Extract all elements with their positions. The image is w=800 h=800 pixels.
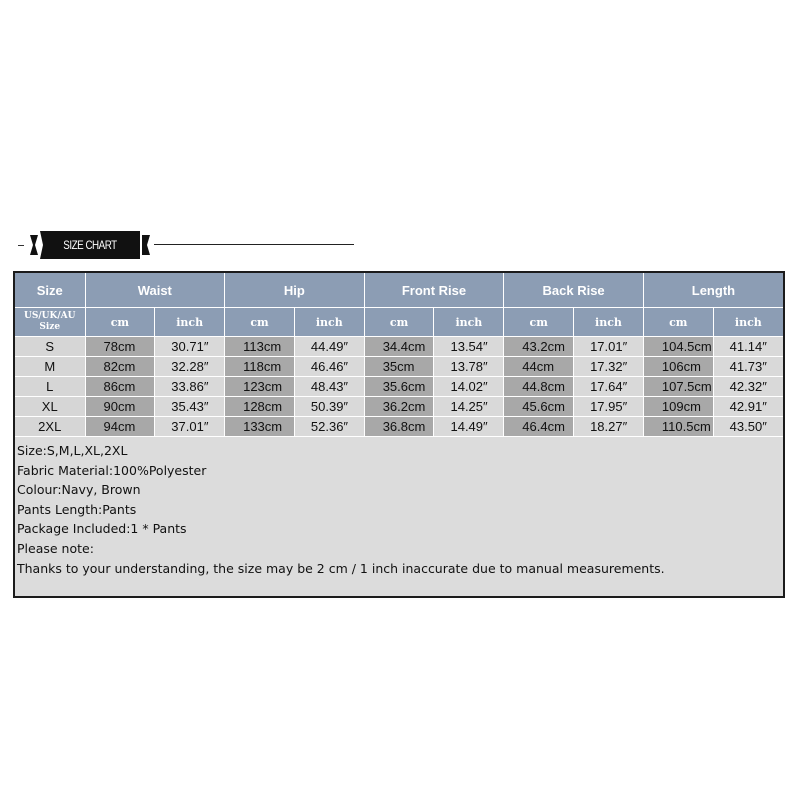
inch-cell: 41.73″ [713,357,783,377]
cm-cell: 46.4cm [504,417,574,437]
cm-cell: 86cm [85,377,155,397]
cm-cell: 113cm [225,337,295,357]
cm-cell: 44cm [504,357,574,377]
unit-header: cm [85,308,155,337]
group-header: Back Rise [504,273,644,308]
inch-cell: 48.43″ [294,377,364,397]
inch-cell: 14.02″ [434,377,504,397]
group-header: Waist [85,273,225,308]
banner-dash [18,245,24,246]
inch-cell: 43.50″ [713,417,783,437]
size-chart-banner [30,231,150,259]
inch-cell: 32.28″ [155,357,225,377]
size-cell: XL [15,397,85,417]
inch-cell: 18.27″ [574,417,644,437]
inch-cell: 33.86″ [155,377,225,397]
inch-cell: 17.32″ [574,357,644,377]
note-line: Size:S,M,L,XL,2XL [17,443,128,458]
unit-header: inch [434,308,504,337]
inch-cell: 52.36″ [294,417,364,437]
size-cell: 2XL [15,417,85,437]
unit-header-row [15,308,783,337]
inch-cell: 46.46″ [294,357,364,377]
inch-cell: 14.25″ [434,397,504,417]
size-cell: L [15,377,85,397]
size-cell: S [15,337,85,357]
cm-cell: 44.8cm [504,377,574,397]
cm-cell: 43.2cm [504,337,574,357]
table-row [15,357,783,377]
note-line: Colour:Navy, Brown [17,482,141,498]
cm-cell: 35.6cm [364,377,434,397]
cm-cell: 45.6cm [504,397,574,417]
inch-cell: 35.43″ [155,397,225,417]
cm-cell: 78cm [85,337,155,357]
cm-cell: 123cm [225,377,295,397]
cm-cell: 36.8cm [364,417,434,437]
cm-cell: 34.4cm [364,337,434,357]
group-header: Front Rise [364,273,504,308]
inch-cell: 17.64″ [574,377,644,397]
group-header: Length [643,273,783,308]
note-line: Please note: [17,540,94,556]
inch-cell: 41.14″ [713,337,783,357]
cm-cell: 35cm [364,357,434,377]
cm-cell: 118cm [225,357,295,377]
inch-cell: 37.01″ [155,417,225,437]
group-header-row [15,273,783,308]
inch-cell: 17.95″ [574,397,644,417]
product-notes [15,436,783,596]
group-header: Hip [225,273,365,308]
cm-cell: 94cm [85,417,155,437]
banner-rule [154,244,354,245]
unit-header: inch [574,308,644,337]
cm-cell: 90cm [85,397,155,417]
unit-header: cm [225,308,295,337]
cm-cell: 36.2cm [364,397,434,417]
table-row [15,377,783,397]
table-row [15,337,783,357]
inch-cell: 42.32″ [713,377,783,397]
banner-title: SIZE CHART [63,238,117,252]
inch-cell: 13.54″ [434,337,504,357]
unit-header: inch [155,308,225,337]
cm-cell: 128cm [225,397,295,417]
group-header: Size [15,273,85,308]
unit-header: inch [713,308,783,337]
inch-cell: 42.91″ [713,397,783,417]
unit-header: cm [504,308,574,337]
size-table [15,273,783,436]
cm-cell: 104.5cm [643,337,713,357]
note-line: Fabric Material:100%Polyester [17,462,207,478]
table-row [15,417,783,437]
unit-header: cm [643,308,713,337]
cm-cell: 133cm [225,417,295,437]
note-line: Package Included:1 * Pants [17,521,187,537]
unit-header: US/UK/AU Size [15,308,85,337]
inch-cell: 13.78″ [434,357,504,377]
cm-cell: 82cm [85,357,155,377]
cm-cell: 110.5cm [643,417,713,437]
size-cell: M [15,357,85,377]
unit-header: cm [364,308,434,337]
inch-cell: 50.39″ [294,397,364,417]
table-row [15,397,783,417]
cm-cell: 109cm [643,397,713,417]
note-line: Pants Length:Pants [17,501,137,517]
cm-cell: 107.5cm [643,377,713,397]
size-chart [13,271,785,598]
inch-cell: 30.71″ [155,337,225,357]
note-line: Thanks to your understanding, the size may be 2 cm / 1 inch inaccurate due to manual measurements. [17,560,665,576]
inch-cell: 44.49″ [294,337,364,357]
unit-header: inch [294,308,364,337]
inch-cell: 14.49″ [434,417,504,437]
cm-cell: 106cm [643,357,713,377]
inch-cell: 17.01″ [574,337,644,357]
